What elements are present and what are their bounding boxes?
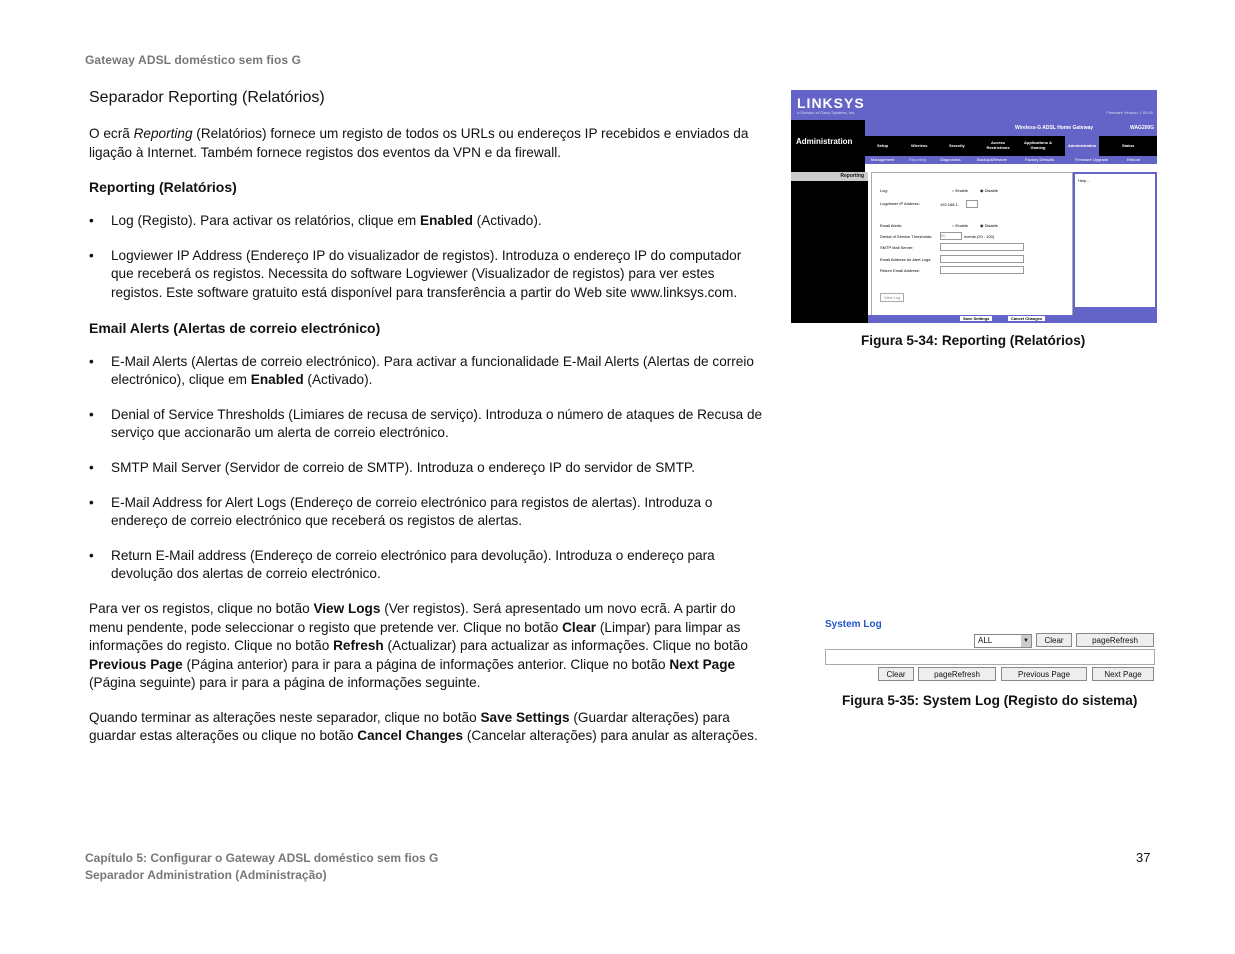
alert-email-label: Email Address for Alert Logs: [880,257,932,262]
dos-label: Denial of Service Thresholds: [880,234,933,239]
text-run: (Ver registos). Será apresentado um novo ecrã. A partir do menu pendente, pode seleccionar o registo que pretende ver. Clique no botão [89,600,736,635]
log-enable-radio[interactable]: ○ Enable [952,188,968,193]
log-disable-radio[interactable]: ◉ Disable [980,188,998,193]
reporting-screenshot [791,90,1157,323]
cisco-logo: CISCO SYSTEMS [1119,296,1152,301]
text-run: Logviewer IP Address (Endereço IP do visualizador de registos). Introduza o endereço IP do computador que receberá os registos. Necessita do software Logviewer (Visualizador de registos) para ver estes registos. Este software gratuito está disponível para transferência a partir do Web site www.linksys.com. [111,247,742,300]
bold-term: Save Settings [480,709,570,725]
email-enable-radio[interactable]: ○ Enable [952,223,968,228]
text-run: O ecrã [89,126,134,141]
page-number: 37 [1136,850,1151,865]
text-run: Return E-Mail address (Endereço de correio electrónico para devolução). Introduza o endereço para devolução dos alertas de correio electrónico. [111,547,715,582]
left-panel [791,172,868,323]
system-log-screenshot [822,617,1158,687]
list-item [89,406,764,443]
previous-page-button[interactable]: Previous Page [1001,667,1087,681]
text-run: (Activado). [472,213,542,229]
intro-paragraph [89,125,764,162]
text-run: (Cancelar alterações) para anular as alterações. [463,728,758,744]
log-type-select[interactable]: ALL ▼ [974,634,1032,648]
subtab-diagnostics[interactable]: Diagnostics [940,157,961,162]
dos-input[interactable]: 20 [940,232,962,240]
italic-term: Reporting [133,126,193,141]
subtab-management[interactable]: Management [871,157,895,162]
system-log-title: System Log [825,619,882,630]
chevron-down-icon: ▼ [1021,635,1031,647]
main-text-column [89,88,764,762]
help-link[interactable]: Help... [1078,178,1090,183]
product-bar [865,120,1157,136]
email-alerts-heading: Email Alerts (Alertas de correio electrónico) [89,319,381,336]
section-label: Administration [796,137,853,146]
next-page-button[interactable]: Next Page [1092,667,1154,681]
section-label-box [791,120,865,172]
bold-term: Enabled [250,372,304,388]
text-run: Para ver os registos, clique no botão [89,600,314,616]
figure-34-caption: Figura 5-34: Reporting (Relatórios) [861,333,1086,348]
left-panel-label: Reporting [791,172,868,181]
refresh-button-bottom[interactable]: pageRefresh [918,667,996,681]
bold-term: Clear [562,619,597,635]
clear-button-bottom[interactable]: Clear [878,667,914,681]
footer-section: Separador Administration (Administração) [85,868,327,882]
reporting-heading: Reporting (Relatórios) [89,179,237,196]
bold-term: Previous Page [89,656,183,672]
text-run: E-Mail Alerts (Alertas de correio electrónico). Para activar a funcionalidade E-Mail Alerts (Alertas de correio electrónico), clique em [111,353,754,388]
footer [85,850,438,884]
bold-term: Refresh [333,638,384,654]
bold-term: Enabled [420,213,473,229]
tab-administration[interactable]: Administration [1065,136,1099,156]
text-run: Log (Registo). Para activar os relatórios, clique em [111,213,421,229]
sub-tabs [865,156,1157,164]
email-alerts-label: Email Alerts: [880,223,903,228]
smtp-input[interactable] [940,243,1024,251]
model-name: WAG200G [1130,125,1155,131]
tab-applications-gaming[interactable]: Applications & Gaming [1023,140,1052,150]
tab-security[interactable]: Security [949,143,965,148]
main-tabs [865,136,1157,156]
list-item [89,247,764,303]
logviewer-input[interactable] [966,200,978,208]
cancel-changes-button[interactable]: Cancel Changes [1008,316,1045,321]
logviewer-prefix: 192.168.1. [940,202,959,207]
action-bar [868,315,1073,323]
smtp-label: SMTP Mail Server: [880,245,914,250]
list-item [89,547,764,584]
tab-status[interactable]: Status [1122,143,1135,148]
tab-wireless[interactable]: Wireless [911,143,928,148]
tab-access-restrictions[interactable]: Access Restrictions [986,140,1010,150]
footer-chapter: Capítulo 5: Configurar o Gateway ADSL doméstico sem fios G [85,851,439,865]
help-panel [1073,172,1157,323]
reporting-list [89,212,764,302]
subtab-reboot[interactable]: Reboot [1127,157,1140,162]
save-paragraph [89,709,764,746]
refresh-button-top[interactable]: pageRefresh [1076,633,1154,647]
text-run: (Página anterior) para ir para a página de informações anterior. Clique no botão [182,656,670,672]
figure-35-caption: Figura 5-35: System Log (Registo do sistema) [842,693,1138,708]
text-run: (Página seguinte) para ir para a página de informações seguinte. [89,675,481,691]
text-run: SMTP Mail Server (Servidor de correio de SMTP). Introduza o endereço IP do servidor de SMTP. [111,459,696,475]
clear-button-top[interactable]: Clear [1036,633,1072,647]
linksys-tagline: A Division of Cisco Systems, Inc. [797,110,856,115]
list-item [89,212,764,231]
view-log-button[interactable]: View Log [880,293,904,302]
tab-setup[interactable]: Setup [877,143,889,148]
bold-term: Cancel Changes [357,728,464,744]
text-run: Denial of Service Thresholds (Limiares de recusa de serviço). Introduza o número de ataques de Recusa de serviço que accionarão um alerta de correio electrónico. [111,406,763,441]
firmware-version: Firmware Version: 1.00.00 [1106,110,1153,115]
list-item [89,459,764,478]
logviewer-label: Logviewer IP Address: [880,201,920,206]
text-run: (Limpar) para limpar as informações do registo. Clique no botão [89,619,741,654]
text-run: (Guardar alterações) para guardar estas alterações ou clique no botão [89,709,730,744]
linksys-logo: LINKSYS [797,95,865,111]
text-run: (Actualizar) para actualizar as informações. Clique no botão [383,638,748,654]
subtab-backup-restore[interactable]: Backup&Restore [977,157,1008,162]
bold-term: View Logs [313,600,381,616]
email-alerts-list [89,353,764,584]
product-name: Wireless-G ADSL Home Gateway [1015,125,1094,131]
list-item [89,353,764,390]
text-run: (Relatórios) fornece um registo de todos os URLs ou endereços IP recebidos e enviados da ligação à Internet. Também fornece registos dos eventos da VPN e da firewall. [89,126,749,160]
list-item [89,494,764,531]
section-title: Separador Reporting (Relatórios) [89,89,325,106]
subtab-factory-defaults[interactable]: Factory Defaults [1025,157,1055,162]
bold-term: Next Page [669,656,736,672]
linksys-header [791,90,1157,120]
subtab-firmware-upgrade[interactable]: Firmware Upgrade [1075,157,1109,162]
subtab-reporting[interactable]: Reporting [909,157,927,162]
alert-email-input[interactable] [940,255,1024,263]
view-logs-paragraph [89,600,764,693]
log-label: Log: [880,188,888,193]
text-run: Quando terminar as alterações neste separador, clique no botão [89,709,481,725]
email-disable-radio[interactable]: ◉ Disable [980,223,998,228]
text-run: E-Mail Address for Alert Logs (Endereço de correio electrónico para registos de alertas). Introduza o endereço de correio electrónico que receberá os registos de alertas. [111,494,713,529]
text-run: (Activado). [303,372,373,388]
return-email-label: Return Email Address: [880,268,920,273]
running-header: Gateway ADSL doméstico sem fios G [85,53,302,67]
return-email-input[interactable] [940,266,1024,274]
settings-form [871,172,1073,317]
save-settings-button[interactable]: Save Settings [960,316,992,321]
log-display-area [825,649,1155,665]
dos-hint: events (20 - 100) [964,234,995,239]
